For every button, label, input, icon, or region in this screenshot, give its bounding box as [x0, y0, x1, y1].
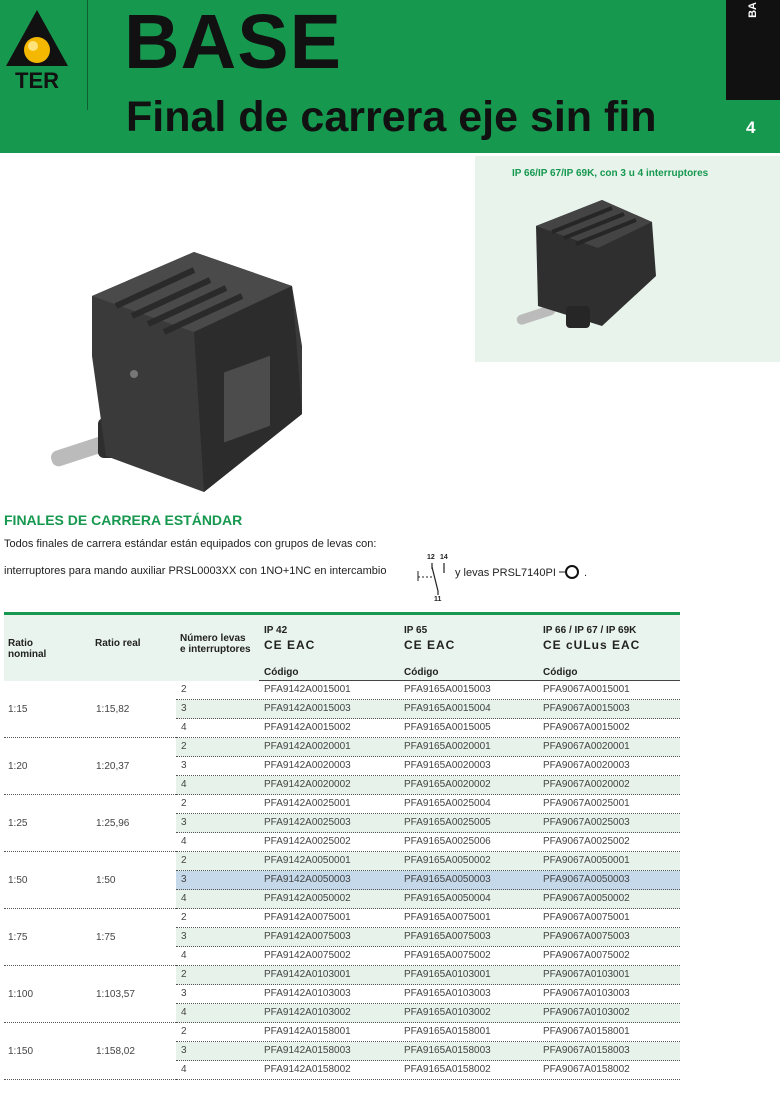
table-row[interactable]: [176, 795, 680, 814]
code-ip65: PFA9165A0158003: [404, 1045, 491, 1056]
code-ip65: PFA9165A0050004: [404, 893, 491, 904]
ratio-real: 1:158,02: [96, 1046, 135, 1057]
ip42-code-label: Código: [264, 667, 299, 678]
ratio-real: 1:103,57: [96, 989, 135, 1000]
levas-count: 3: [181, 703, 187, 714]
code-ip65: PFA9165A0050002: [404, 855, 491, 866]
ratio-nominal: 1:150: [8, 1046, 34, 1057]
code-ip69k: PFA9067A0015001: [543, 684, 630, 695]
sentence-end: .: [584, 567, 588, 579]
ip42-cert: CE EAC: [264, 638, 316, 652]
levas-count: 2: [181, 969, 187, 980]
code-ip65: PFA9165A0015004: [404, 703, 491, 714]
ratio-real: 1:25,96: [96, 818, 130, 829]
code-ip69k: PFA9067A0020002: [543, 779, 630, 790]
code-ip65: PFA9165A0020003: [404, 760, 491, 771]
group-divider: [4, 794, 176, 795]
code-ip69k: PFA9067A0020003: [543, 760, 630, 771]
code-ip42: PFA9142A0020002: [264, 779, 351, 790]
ratio-real: 1:20,37: [96, 761, 130, 772]
code-ip65: PFA9165A0050003: [404, 874, 491, 885]
levas-count: 2: [181, 741, 187, 752]
code-ip69k: PFA9067A0050002: [543, 893, 630, 904]
logo-text: TER: [15, 68, 59, 92]
table-row[interactable]: [176, 909, 680, 928]
ratio-real: 1:15,82: [96, 704, 130, 715]
levas-count: 4: [181, 1064, 187, 1075]
ratio-real: 1:50: [96, 875, 116, 886]
code-ip69k: PFA9067A0158003: [543, 1045, 630, 1056]
code-ip65: PFA9165A0020001: [404, 741, 491, 752]
table-row[interactable]: [176, 1061, 680, 1080]
header-divider: [87, 0, 88, 110]
levas-count: 2: [181, 912, 187, 923]
intro-text-cams: [455, 565, 587, 579]
col-ratio-nominal: Ratio nominal: [8, 638, 47, 660]
ip42-label: IP 42: [264, 625, 288, 636]
table-row[interactable]: [176, 719, 680, 738]
ip65-code-label: Código: [404, 667, 439, 678]
ip65-label: IP 65: [404, 625, 428, 636]
code-ip42: PFA9142A0050003: [264, 874, 351, 885]
code-ip69k: PFA9067A0015002: [543, 722, 630, 733]
intro-text-switches: interruptores para mando auxiliar PRSL0003XX con 1NO+1NC en intercambio: [4, 565, 387, 577]
levas-count: 3: [181, 760, 187, 771]
code-ip42: PFA9142A0158003: [264, 1045, 351, 1056]
code-ip69k: PFA9067A0158002: [543, 1064, 630, 1075]
ip69k-cert: CE cULus EAC: [543, 638, 641, 652]
code-ip69k: PFA9067A0050001: [543, 855, 630, 866]
code-ip42: PFA9142A0020003: [264, 760, 351, 771]
group-divider: [4, 1079, 176, 1080]
code-ip65: PFA9165A0015005: [404, 722, 491, 733]
product-image-small: [512, 196, 662, 336]
col-ratio-real: Ratio real: [95, 638, 141, 649]
header-banner: [0, 0, 780, 153]
levas-count: 3: [181, 874, 187, 885]
levas-count: 3: [181, 817, 187, 828]
code-ip42: PFA9142A0103003: [264, 988, 351, 999]
brand-title: BASE: [124, 0, 342, 85]
code-ip42: PFA9142A0050001: [264, 855, 351, 866]
levas-count: 4: [181, 722, 187, 733]
code-ip42: PFA9142A0050002: [264, 893, 351, 904]
group-divider: [4, 908, 176, 909]
code-ip42: PFA9142A0025003: [264, 817, 351, 828]
product-image-main: [44, 246, 314, 496]
ratio-nominal: 1:15: [8, 704, 28, 715]
group-divider: [4, 965, 176, 966]
code-ip42: PFA9142A0015001: [264, 684, 351, 695]
table-row[interactable]: [176, 757, 680, 776]
code-ip42: PFA9142A0025001: [264, 798, 351, 809]
code-ip65: PFA9165A0075003: [404, 931, 491, 942]
table-row[interactable]: [176, 1042, 680, 1061]
code-ip42: PFA9142A0158002: [264, 1064, 351, 1075]
levas-count: 3: [181, 988, 187, 999]
switch-label-14: 14: [440, 554, 448, 561]
ip69k-label: IP 66 / IP 67 / IP 69K: [543, 625, 637, 636]
code-ip65: PFA9165A0075001: [404, 912, 491, 923]
table-row[interactable]: [176, 852, 680, 871]
table-row[interactable]: [176, 966, 680, 985]
code-ip69k: PFA9067A0103002: [543, 1007, 630, 1018]
levas-count: 2: [181, 684, 187, 695]
table-row[interactable]: [176, 985, 680, 1004]
code-ip69k: PFA9067A0025001: [543, 798, 630, 809]
cams-text: y levas PRSL7140PI: [455, 567, 556, 579]
code-ip69k: PFA9067A0103003: [543, 988, 630, 999]
code-ip69k: PFA9067A0050003: [543, 874, 630, 885]
product-panel-title: IP 66/IP 67/IP 69K, con 3 u 4 interruptores: [512, 168, 709, 179]
levas-count: 4: [181, 893, 187, 904]
code-ip65: PFA9165A0025006: [404, 836, 491, 847]
code-ip69k: PFA9067A0025002: [543, 836, 630, 847]
code-ip42: PFA9142A0075003: [264, 931, 351, 942]
ter-logo: [4, 8, 70, 92]
code-ip69k: PFA9067A0025003: [543, 817, 630, 828]
levas-count: 4: [181, 1007, 187, 1018]
code-ip69k: PFA9067A0020001: [543, 741, 630, 752]
page-subtitle: Final de carrera eje sin fin: [126, 93, 657, 141]
page-number: 4: [746, 118, 756, 137]
levas-count: 3: [181, 1045, 187, 1056]
ratio-nominal: 1:50: [8, 875, 28, 886]
code-ip42: PFA9142A0103001: [264, 969, 351, 980]
code-ip65: PFA9165A0158002: [404, 1064, 491, 1075]
code-ip42: PFA9142A0075002: [264, 950, 351, 961]
table-row[interactable]: [176, 833, 680, 852]
levas-count: 2: [181, 1026, 187, 1037]
table-row[interactable]: [176, 1004, 680, 1023]
code-ip69k: PFA9067A0075003: [543, 931, 630, 942]
code-ip65: PFA9165A0015003: [404, 684, 491, 695]
levas-count: 4: [181, 836, 187, 847]
table-row[interactable]: [176, 890, 680, 909]
code-ip69k: PFA9067A0015003: [543, 703, 630, 714]
code-ip42: PFA9142A0103002: [264, 1007, 351, 1018]
table-row[interactable]: [176, 738, 680, 757]
row-divider: [176, 1079, 680, 1080]
group-divider: [4, 1022, 176, 1023]
code-ip42: PFA9142A0158001: [264, 1026, 351, 1037]
code-ip42: PFA9142A0015003: [264, 703, 351, 714]
table-row[interactable]: [176, 871, 680, 890]
code-ip65: PFA9165A0025005: [404, 817, 491, 828]
code-ip69k: PFA9067A0103001: [543, 969, 630, 980]
table-row[interactable]: [176, 947, 680, 966]
levas-count: 4: [181, 950, 187, 961]
levas-count: 2: [181, 855, 187, 866]
table-row[interactable]: [176, 681, 680, 700]
table-row[interactable]: [176, 1023, 680, 1042]
code-ip65: PFA9165A0020002: [404, 779, 491, 790]
ratio-nominal: 1:25: [8, 818, 28, 829]
ip69k-code-label: Código: [543, 667, 578, 678]
switch-label-11: 11: [434, 596, 442, 601]
ratio-nominal: 1:75: [8, 932, 28, 943]
levas-count: 4: [181, 779, 187, 790]
code-ip42: PFA9142A0075001: [264, 912, 351, 923]
code-ip65: PFA9165A0103003: [404, 988, 491, 999]
code-ip42: PFA9142A0015002: [264, 722, 351, 733]
table-row[interactable]: [176, 776, 680, 795]
code-ip65: PFA9165A0025004: [404, 798, 491, 809]
ratio-nominal: 1:20: [8, 761, 28, 772]
group-divider: [4, 737, 176, 738]
group-divider: [4, 851, 176, 852]
code-ip69k: PFA9067A0075002: [543, 950, 630, 961]
levas-count: 3: [181, 931, 187, 942]
cam-ring-icon: [559, 565, 581, 579]
code-ip65: PFA9165A0103001: [404, 969, 491, 980]
switch-label-12: 12: [427, 554, 435, 561]
intro-text: Todos finales de carrera estándar están equipados con grupos de levas con:: [4, 538, 377, 550]
ratio-nominal: 1:100: [8, 989, 34, 1000]
switch-symbol-icon: [414, 551, 452, 601]
code-ip65: PFA9165A0075002: [404, 950, 491, 961]
section-title: FINALES DE CARRERA ESTÁNDAR: [4, 512, 243, 528]
table-row[interactable]: [176, 814, 680, 833]
code-ip42: PFA9142A0025002: [264, 836, 351, 847]
side-tab-label: BA: [747, 2, 759, 18]
code-ip65: PFA9165A0158001: [404, 1026, 491, 1037]
table-row[interactable]: [176, 700, 680, 719]
code-ip42: PFA9142A0020001: [264, 741, 351, 752]
col-levas: Número levas e interruptores: [180, 633, 251, 655]
code-ip69k: PFA9067A0158001: [543, 1026, 630, 1037]
code-ip65: PFA9165A0103002: [404, 1007, 491, 1018]
ratio-real: 1:75: [96, 932, 116, 943]
levas-count: 2: [181, 798, 187, 809]
ip65-cert: CE EAC: [404, 638, 456, 652]
code-ip69k: PFA9067A0075001: [543, 912, 630, 923]
table-row[interactable]: [176, 928, 680, 947]
